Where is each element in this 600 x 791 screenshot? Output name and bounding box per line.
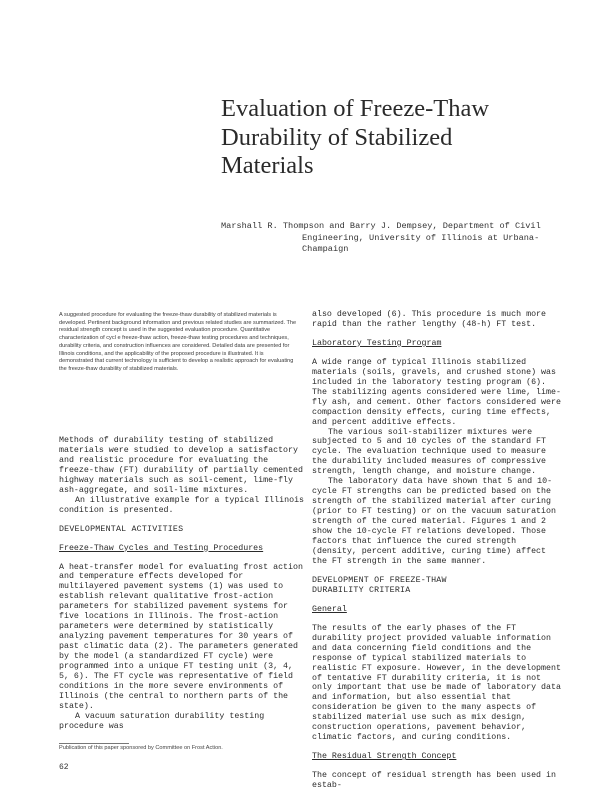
title-line-1: Evaluation of Freeze-Thaw: [221, 95, 490, 122]
right-column: [312, 310, 562, 791]
footnote-rule: [59, 743, 129, 744]
paper-title: [221, 95, 581, 181]
general-paragraph: The results of the early phases of the FT durability project provided valuable information and data concerning field conditions and the response of typical stabilized materials to realistic FT exposure. However, in the development of tentative FT durability criteria, it is not only important that use be made of laboratory data and information, but also essential that consideration be given to the many aspects of stabilized material use such as mix design, construction operations, pavement behavior, climatic factors, and curing conditions.: [312, 623, 561, 743]
ltp-paragraph-3: The laboratory data have shown that 5 and 10-cycle FT strengths can be predicted based on the strength of the stabilized material after curing (prior to FT testing) or on the vacuum saturation strength of the cured material. Figures 1 and 2 show the 10-cycle FT relations developed. Those factors that influence the cured strength (density, percent additive, curing time) affect the FT strength in the same manner.: [312, 477, 556, 566]
intro-paragraph-2: An illustrative example for a typical Illinois condition is presented.: [59, 495, 305, 515]
abstract: A suggested procedure for evaluating the freeze-thaw durability of stabilized materials is developed. Pertinent background information and previous related studies are summarized. The residual strength concept is used in the suggested evaluation procedure. Quantitative characterization of cycl e freeze-thaw action, freeze-thaw testing procedures and techniques, durability criteria, and construction influences are considered. Detailed data are presented for Illinois conditions, and the applicability of the proposed procedure is illustrated. It is demonstrated that current technology is sufficient to develop a realistic approach for evaluating the freeze-thaw durability of stabilized materials.: [59, 312, 297, 372]
section-heading-development-ft-criteria-line-2: DURABILITY CRITERIA: [312, 585, 411, 595]
author-line-2: Engineering, University of Illinois at Urbana-Champaign: [302, 232, 540, 254]
author-line-1: Marshall R. Thompson and Barry J. Dempsey, Department of Civil: [221, 221, 541, 231]
ftc-paragraph-2: A vacuum saturation durability testing procedure was: [59, 711, 265, 731]
page-number: 62: [59, 763, 69, 772]
subheading-residual-strength-concept: The Residual Strength Concept: [312, 752, 457, 762]
title-line-2: Durability of Stabilized: [221, 123, 453, 151]
intro-paragraph-1: Methods of durability testing of stabilized materials were studied to develop a satisfactory and realistic procedure for evaluating the freeze-thaw (FT) durability of partially cemented highway materials such as soil-cement, lime-fly ash-aggregate, and soil-lime mixtures.: [59, 436, 303, 495]
rsc-paragraph: The concept of residual strength has been used in estab-: [312, 771, 556, 791]
footnote: Publication of this paper sponsored by Committee on Frost Action.: [59, 745, 223, 751]
ltp-paragraph-1: A wide range of typical Illinois stabilized materials (soils, gravels, and crushed stone) was included in the laboratory testing program (6). The stabilizing agents considered were lime, lime-fly ash, and cement. Other factors considered were compaction density effects, curing time effects, and percent additive effects.: [312, 357, 561, 427]
section-heading-development-ft-criteria-line-1: DEVELOPMENT OF FREEZE-THAW: [312, 575, 447, 585]
author-affiliation: [221, 221, 581, 256]
section-heading-developmental-activities: DEVELOPMENTAL ACTIVITIES: [59, 524, 184, 534]
title-line-3: Materials: [221, 152, 314, 179]
subheading-freeze-thaw-cycles: Freeze-Thaw Cycles and Testing Procedures: [59, 543, 264, 553]
continued-paragraph: also developed (6). This procedure is much more rapid than the rather lengthy (48-h) FT test.: [312, 310, 547, 329]
ftc-paragraph-1: A heat-transfer model for evaluating frost action and temperature effects developed for multilayered pavement systems (1) was used to establish relevant qualitative frost-action parameters for stabilized pavement systems for five locations in Illinois. The frost-action parameters were determined by statistically analyzing pavement temperatures for 30 years of past climatic data (2). The parameters generated by the model (a standardized FT cycle) were programmed into a unique FT testing unit (3, 4, 5, 6). The FT cycle was representative of field conditions in the more severe environments of Illinois (the central to northern parts of the state).: [59, 562, 303, 711]
ltp-paragraph-2: The various soil-stabilizer mixtures were subjected to 5 and 10 cycles of the standard FT cycle. The evaluation technique used to measure the durability included measures of compressive strength, length change, and moisture change.: [312, 427, 547, 477]
subheading-general: General: [312, 604, 347, 614]
left-column: [59, 436, 307, 732]
subheading-laboratory-testing-program: Laboratory Testing Program: [312, 338, 442, 348]
